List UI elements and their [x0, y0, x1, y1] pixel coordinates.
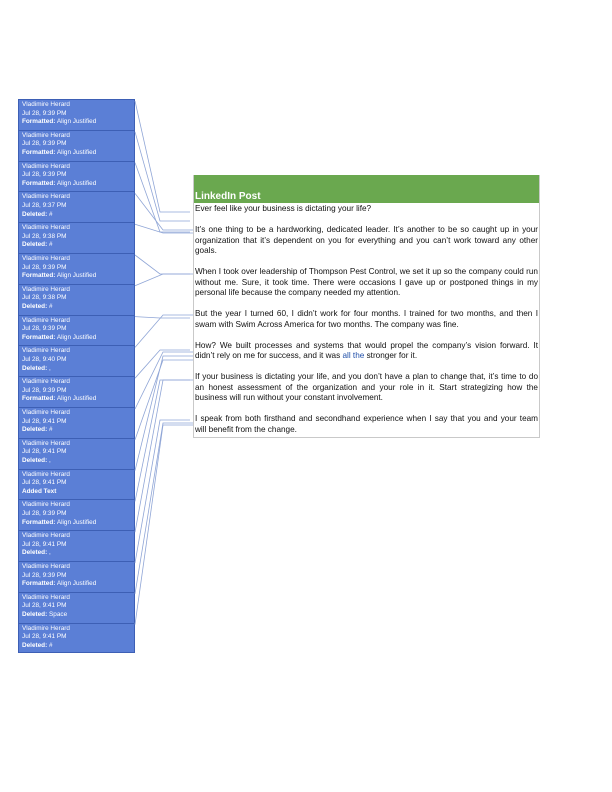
- comment-author: Vladimire Herard: [22, 470, 70, 478]
- comment-change: [22, 519, 131, 528]
- comment-author: Vladimire Herard: [22, 408, 70, 416]
- change-type: Formatted:: [22, 333, 56, 341]
- change-type: Deleted:: [22, 241, 48, 249]
- comment-timestamp: Jul 28, 9:39 PM: [22, 263, 67, 271]
- comment-change: [22, 118, 131, 127]
- revision-comment[interactable]: [18, 130, 135, 161]
- change-type: Deleted:: [22, 364, 48, 372]
- connector-line: [135, 425, 193, 625]
- comment-change: [22, 365, 131, 374]
- document-page: [193, 175, 540, 438]
- connector-line: [135, 423, 193, 594]
- change-detail: Align Justified: [56, 148, 97, 156]
- connector-line: [135, 380, 193, 532]
- change-detail: #: [49, 641, 53, 649]
- post-paragraph: [195, 414, 538, 435]
- connector-line: [135, 132, 190, 221]
- comment-change: [22, 488, 131, 497]
- comment-author: Vladimire Herard: [22, 439, 70, 447]
- change-type: Deleted:: [22, 210, 48, 218]
- comment-timestamp: Jul 28, 9:37 PM: [22, 201, 67, 209]
- connector-line: [135, 350, 190, 378]
- change-detail: ,: [49, 456, 51, 464]
- change-detail: Align Justified: [56, 395, 97, 403]
- comment-timestamp: Jul 28, 9:39 PM: [22, 509, 67, 517]
- comment-author: Vladimire Herard: [22, 593, 70, 601]
- revision-comment[interactable]: [18, 623, 135, 654]
- comment-author: Vladimire Herard: [22, 532, 70, 540]
- change-type: Deleted:: [22, 549, 48, 557]
- post-body[interactable]: [194, 203, 539, 437]
- post-paragraph: [195, 341, 538, 362]
- change-detail: Align Justified: [56, 518, 97, 526]
- comment-timestamp: Jul 28, 9:39 PM: [22, 171, 67, 179]
- change-detail: Align Justified: [56, 272, 97, 280]
- comment-timestamp: Jul 28, 9:39 PM: [22, 140, 67, 148]
- change-type: Formatted:: [22, 580, 56, 588]
- change-detail: ,: [49, 549, 51, 557]
- connector-line: [135, 360, 193, 440]
- change-type: Deleted:: [22, 610, 48, 618]
- comment-change: [22, 303, 131, 312]
- change-type: Deleted:: [22, 302, 48, 310]
- revision-comment[interactable]: [18, 530, 135, 561]
- connector-line: [135, 356, 193, 471]
- post-paragraph: [195, 267, 538, 299]
- change-type: Formatted:: [22, 272, 56, 280]
- revision-comment[interactable]: [18, 315, 135, 346]
- comment-change: [22, 580, 131, 589]
- revision-comment[interactable]: [18, 253, 135, 284]
- comment-change: [22, 334, 131, 343]
- revision-comment[interactable]: [18, 407, 135, 438]
- revision-comment[interactable]: [18, 284, 135, 315]
- connector-line: [135, 317, 190, 318]
- change-detail: #: [49, 241, 53, 249]
- comment-change: [22, 211, 131, 220]
- comment-change: [22, 549, 131, 558]
- comment-timestamp: Jul 28, 9:41 PM: [22, 633, 67, 641]
- change-type: Deleted:: [22, 426, 48, 434]
- change-type: Deleted:: [22, 456, 48, 464]
- comment-author: Vladimire Herard: [22, 224, 70, 232]
- comment-timestamp: Jul 28, 9:41 PM: [22, 602, 67, 610]
- revision-comment[interactable]: [18, 592, 135, 623]
- comment-author: Vladimire Herard: [22, 624, 70, 632]
- comment-timestamp: Jul 28, 9:39 PM: [22, 386, 67, 394]
- comment-author: Vladimire Herard: [22, 193, 70, 201]
- revision-comment[interactable]: [18, 376, 135, 407]
- paragraph-text: If your business is dictating your life, and you don’t have a plan to change that, it’s time to do an honest assessment of the organization and your role in it. Start strategizing how the business will run without your constant involvement.: [195, 372, 538, 402]
- comment-timestamp: Jul 28, 9:41 PM: [22, 417, 67, 425]
- connector-line: [135, 274, 193, 286]
- connector-line: [135, 193, 193, 230]
- revision-comment[interactable]: [18, 345, 135, 376]
- revision-comment[interactable]: [18, 561, 135, 592]
- change-type: Formatted:: [22, 148, 56, 156]
- post-paragraph: [195, 309, 538, 330]
- comment-change: [22, 642, 131, 651]
- change-type: Formatted:: [22, 179, 56, 187]
- paragraph-text: stronger for it.: [364, 351, 418, 360]
- comment-change: [22, 457, 131, 466]
- change-detail: Align Justified: [56, 333, 97, 341]
- connector-line: [135, 315, 193, 347]
- connector-line: [135, 352, 193, 409]
- change-type: Formatted:: [22, 518, 56, 526]
- comment-timestamp: Jul 28, 9:38 PM: [22, 294, 67, 302]
- comment-timestamp: Jul 28, 9:41 PM: [22, 448, 67, 456]
- comment-author: Vladimire Herard: [22, 347, 70, 355]
- comment-change: [22, 395, 131, 404]
- change-type: Deleted:: [22, 641, 48, 649]
- revision-comment[interactable]: [18, 499, 135, 530]
- revision-comment[interactable]: [18, 161, 135, 192]
- comment-timestamp: Jul 28, 9:39 PM: [22, 325, 67, 333]
- comment-change: [22, 180, 131, 189]
- connector-line: [135, 101, 190, 212]
- paragraph-text: How? We built processes and systems that would propel the company’s vision forward. It didn’t rely on me for success, and it was: [195, 340, 538, 360]
- comment-author: Vladimire Herard: [22, 562, 70, 570]
- post-title: LinkedIn Post: [194, 175, 539, 203]
- comment-change: [22, 611, 131, 620]
- connector-line: [135, 420, 190, 563]
- comment-timestamp: Jul 28, 9:41 PM: [22, 540, 67, 548]
- comment-timestamp: Jul 28, 9:39 PM: [22, 571, 67, 579]
- comment-author: Vladimire Herard: [22, 501, 70, 509]
- connector-line: [135, 380, 190, 501]
- comment-change: [22, 241, 131, 250]
- comment-author: Vladimire Herard: [22, 285, 70, 293]
- comment-timestamp: Jul 28, 9:41 PM: [22, 479, 67, 487]
- change-detail: #: [49, 426, 53, 434]
- post-paragraph: [195, 372, 538, 404]
- change-detail: Align Justified: [56, 580, 97, 588]
- change-type: Formatted:: [22, 395, 56, 403]
- post-paragraph: [195, 225, 538, 257]
- paragraph-text: Ever feel like your business is dictating your life?: [195, 204, 372, 213]
- comment-timestamp: Jul 28, 9:38 PM: [22, 232, 67, 240]
- paragraph-text: When I took over leadership of Thompson Pest Control, we set it up so the company could run without me. Sure, it took time. There were occasions I gave up or postponed things in my personal life because the company needed my attention.: [195, 267, 538, 297]
- change-detail: Space: [49, 610, 68, 618]
- change-detail: #: [49, 210, 53, 218]
- revision-comment[interactable]: [18, 191, 135, 222]
- change-detail: Align Justified: [56, 179, 97, 187]
- connector-line: [135, 163, 190, 232]
- comment-author: Vladimire Herard: [22, 162, 70, 170]
- paragraph-text: It’s one thing to be a hardworking, dedicated leader. It’s another to be so caught up in your organization that it’s dependent on you for everything and you can’t work toward any other goals.: [195, 225, 538, 255]
- track-changes-sidebar: [18, 99, 135, 653]
- change-type: Added Text: [22, 487, 57, 495]
- comment-change: [22, 149, 131, 158]
- change-detail: Align Justified: [56, 118, 97, 126]
- paragraph-text: But the year I turned 60, I didn’t work for four months. I trained for two months, and then I swam with Swim Across America for two months. The company was fine.: [195, 309, 538, 329]
- comment-change: [22, 272, 131, 281]
- post-paragraph: [195, 204, 538, 215]
- revision-comment[interactable]: [18, 469, 135, 500]
- revision-comment[interactable]: [18, 99, 135, 130]
- comment-change: [22, 426, 131, 435]
- connector-line: [135, 255, 190, 274]
- connector-line: [135, 224, 193, 233]
- comment-timestamp: Jul 28, 9:39 PM: [22, 109, 67, 117]
- added-text: all the: [342, 351, 365, 360]
- comment-author: Vladimire Herard: [22, 101, 70, 108]
- comment-author: Vladimire Herard: [22, 378, 70, 386]
- comment-author: Vladimire Herard: [22, 316, 70, 324]
- revision-comment[interactable]: [18, 222, 135, 253]
- comment-author: Vladimire Herard: [22, 254, 70, 262]
- revision-comment[interactable]: [18, 438, 135, 469]
- change-detail: #: [49, 302, 53, 310]
- comment-timestamp: Jul 28, 9:40 PM: [22, 355, 67, 363]
- paragraph-text: I speak from both firsthand and secondhand experience when I say that you and your team will benefit from the change.: [195, 414, 538, 434]
- change-detail: ,: [49, 364, 51, 372]
- comment-author: Vladimire Herard: [22, 131, 70, 139]
- change-type: Formatted:: [22, 118, 56, 126]
